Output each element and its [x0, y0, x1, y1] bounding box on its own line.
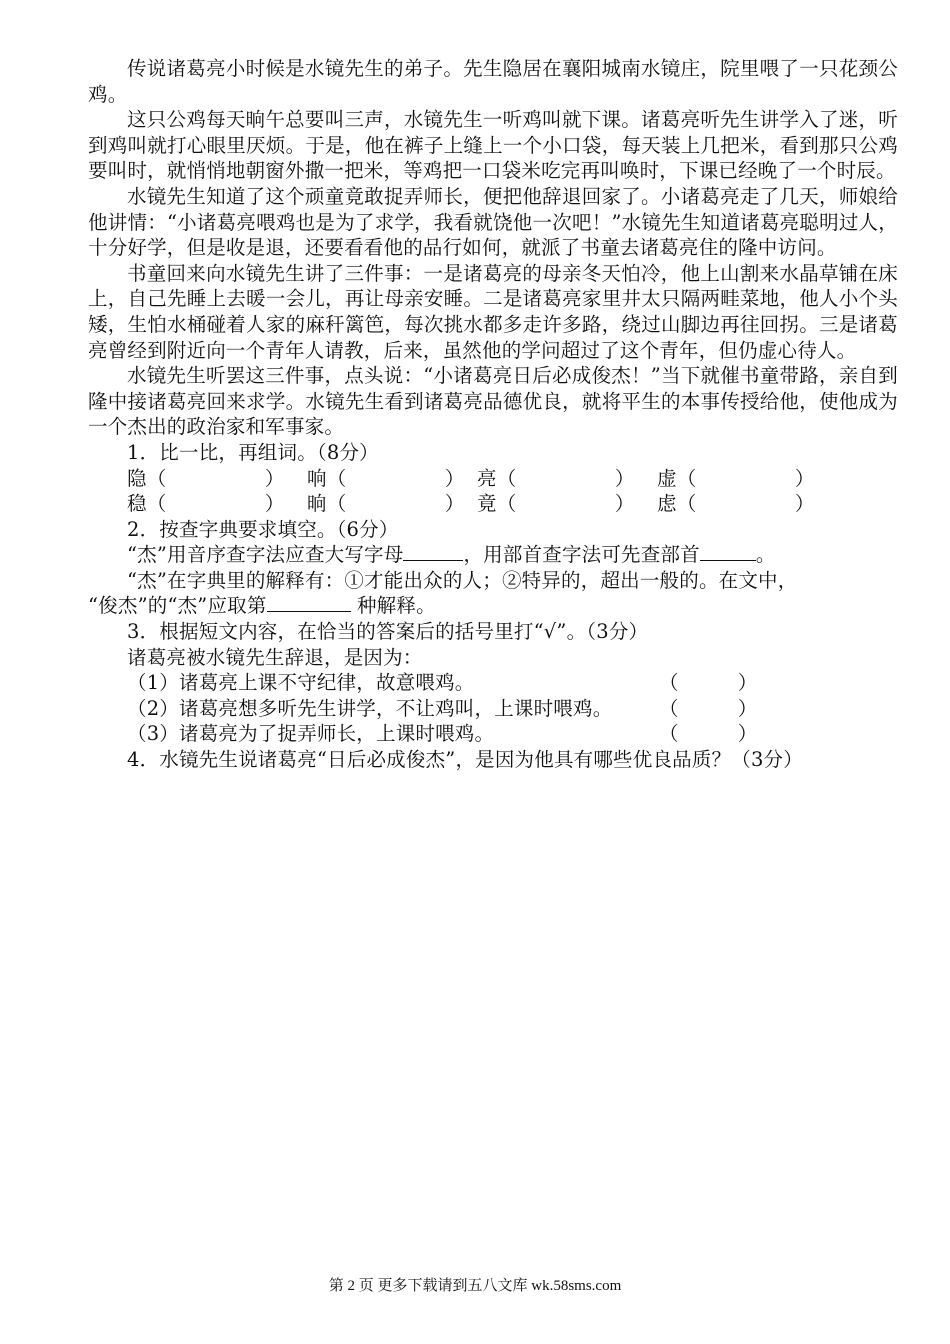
answer-blank-meaning[interactable] [267, 593, 351, 612]
option-text: （3）诸葛亮为了捉弄师长，上课时喂鸡。 [127, 722, 495, 746]
question-2-text: ，用部首查字法可先查部首 [463, 543, 700, 567]
question-1-row-1 [88, 466, 898, 492]
checkbox-paren[interactable]: （ ） [659, 722, 758, 746]
question-2-text: 种解释。 [356, 594, 436, 618]
question-1-row-2 [88, 491, 898, 517]
question-2-line-3 [88, 593, 898, 619]
question-2-text: “杰”用音序查字法应查大写字母 [127, 543, 404, 567]
answer-blank-letter[interactable] [403, 542, 463, 561]
page-footer: 第 2 页 更多下载请到五八文库 wk.58sms.com [328, 1278, 622, 1294]
word-blank[interactable]: 响（ ） [307, 466, 465, 490]
option-text: （2）诸葛亮想多听先生讲学，不让鸡叫，上课时喂鸡。 [127, 696, 613, 720]
question-1-title: 1．比一比，再组词。（8分） [127, 440, 379, 464]
question-2-title: 2．按查字典要求填空。（6分） [127, 517, 399, 541]
passage-paragraph-1: 传说诸葛亮小时候是水镜先生的弟子。先生隐居在襄阳城南水镜庄，院里喂了一只花颈公鸡。 [88, 57, 898, 106]
passage-paragraph-4: 书童回来向水镜先生讲了三件事：一是诸葛亮的母亲冬天怕冷，他上山割来水晶草铺在床上，自己先睡上去暖一会儿，再让母亲安睡。二是诸葛亮家里井太只隔两畦菜地，他人小个头矮，生怕水桶碰着人家的麻秆篱笆，每次挑水都多走许多路，绕过山脚边再往回拐。三是诸葛亮曾经到附近向一个青年人请教，后来，虽然他的学问超过了这个青年，但仍虚心待人。 [88, 261, 898, 362]
passage-paragraph-5: 水镜先生听罢这三件事，点头说：“小诸葛亮日后必成俊杰！”当下就催书童带路，亲自到隆中接诸葛亮回来求学。水镜先生看到诸葛亮品德优良，就将平生的本事传授给他，使他成为一个杰出的政治家和军事家。 [88, 364, 898, 439]
word-blank[interactable]: 晌（ ） [307, 492, 465, 516]
word-blank[interactable]: 稳（ ） [127, 492, 285, 516]
option-2 [88, 696, 898, 722]
word-blank[interactable]: 虑（ ） [657, 492, 815, 516]
word-blank[interactable]: 虚（ ） [657, 466, 815, 490]
option-3 [88, 721, 898, 747]
answer-blank-radical[interactable] [700, 542, 756, 561]
question-2-text: “俊杰”的“杰”应取第 [88, 594, 267, 618]
option-text: （1）诸葛亮上课不守纪律，故意喂鸡。 [127, 671, 475, 695]
passage-paragraph-3: 水镜先生知道了这个顽童竟敢捉弄师长，便把他辞退回家了。小诸葛亮走了几天，师娘给他讲情：“小诸葛亮喂鸡也是为了求学，我看就饶他一次吧！”水镜先生知道诸葛亮聪明过人，十分好学，但是收是退，还要看看他的品行如何，就派了书童去诸葛亮住的隆中访问。 [88, 184, 898, 260]
question-2-line-1 [88, 542, 898, 568]
option-1 [88, 670, 898, 696]
question-3-title: 3．根据短文内容，在恰当的答案后的括号里打“√”。（3分） [127, 620, 649, 644]
checkbox-paren[interactable]: （ ） [659, 671, 758, 695]
document-page [88, 56, 898, 773]
checkbox-paren[interactable]: （ ） [659, 696, 758, 720]
question-3-stem: 诸葛亮被水镜先生辞退，是因为： [127, 645, 423, 669]
question-2-line-2: “杰”在字典里的解释有：①才能出众的人；②特异的，超出一般的。在文中， [127, 568, 798, 592]
word-blank[interactable]: 竟（ ） [477, 492, 635, 516]
passage-paragraph-2: 这只公鸡每天晌午总要叫三声，水镜先生一听鸡叫就下课。诸葛亮听先生讲学入了迷，听到鸡叫就打心眼里厌烦。于是，他在裤子上缝上一个小口袋，每天装上几把米，看到那只公鸡要叫时，就悄悄地朝窗外撒一把米，等鸡把一口袋米吃完再叫唤时，下课已经晚了一个时辰。 [88, 108, 898, 183]
question-4-title: 4．水镜先生说诸葛亮“日后必成俊杰”，是因为他具有哪些优良品质？（3分） [127, 748, 803, 772]
word-blank[interactable]: 亮（ ） [477, 466, 635, 490]
word-blank[interactable]: 隐（ ） [127, 466, 285, 490]
question-2-text: 。 [755, 543, 776, 567]
